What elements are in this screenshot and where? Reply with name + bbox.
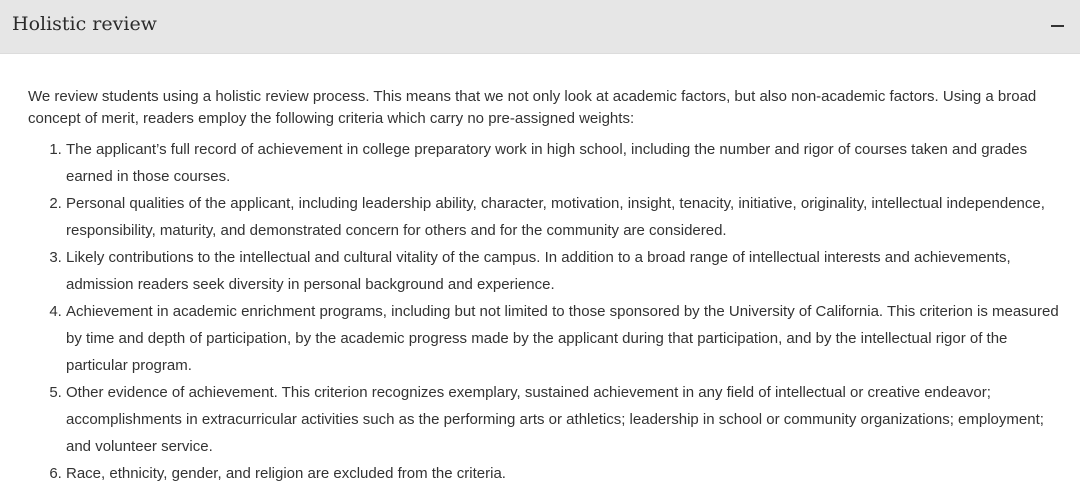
criteria-item-5: 5. Other evidence of achievement. This criterion recognizes exemplary, sustained achievement in any field of intellectual or creative endeavor; accomplishments in extracurricular activities such as the performing arts or athletics; leadership in school or community organizations; employment; and volunteer service. <box>66 379 1060 460</box>
criteria-item-6: 6. Race, ethnicity, gender, and religion are excluded from the criteria. <box>66 460 1060 487</box>
criteria-item-4: 4. Achievement in academic enrichment programs, including but not limited to those sponsored by the University of California. This criterion is measured by time and depth of participation, by the academic progress made by the applicant during that participation, and by the intellectual rigor of the particular program. <box>66 298 1060 379</box>
accordion-title: Holistic review <box>12 13 157 35</box>
criteria-item-2: 2. Personal qualities of the applicant, including leadership ability, character, motivation, insight, tenacity, initiative, originality, intellectual independence, responsibility, maturity, and demonstrated concern for others and for the community are considered. <box>66 190 1060 244</box>
accordion-header[interactable] <box>0 0 1080 54</box>
minus-icon-bar <box>1051 25 1064 27</box>
criteria-item-3: 3. Likely contributions to the intellectual and cultural vitality of the campus. In addition to a broad range of intellectual interests and achievements, admission readers seek diversity in personal background and experience. <box>66 244 1060 298</box>
criteria-list <box>28 136 1060 487</box>
criteria-item-1: 1. The applicant’s full record of achievement in college preparatory work in high school, including the number and rigor of courses taken and grades earned in those courses. <box>66 136 1060 190</box>
intro-paragraph: We review students using a holistic review process. This means that we not only look at academic factors, but also non-academic factors. Using a broad concept of merit, readers employ the following criteria which carry no pre-assigned weights: <box>28 88 1037 127</box>
minus-icon[interactable] <box>1048 15 1068 35</box>
accordion-body <box>0 54 1080 487</box>
